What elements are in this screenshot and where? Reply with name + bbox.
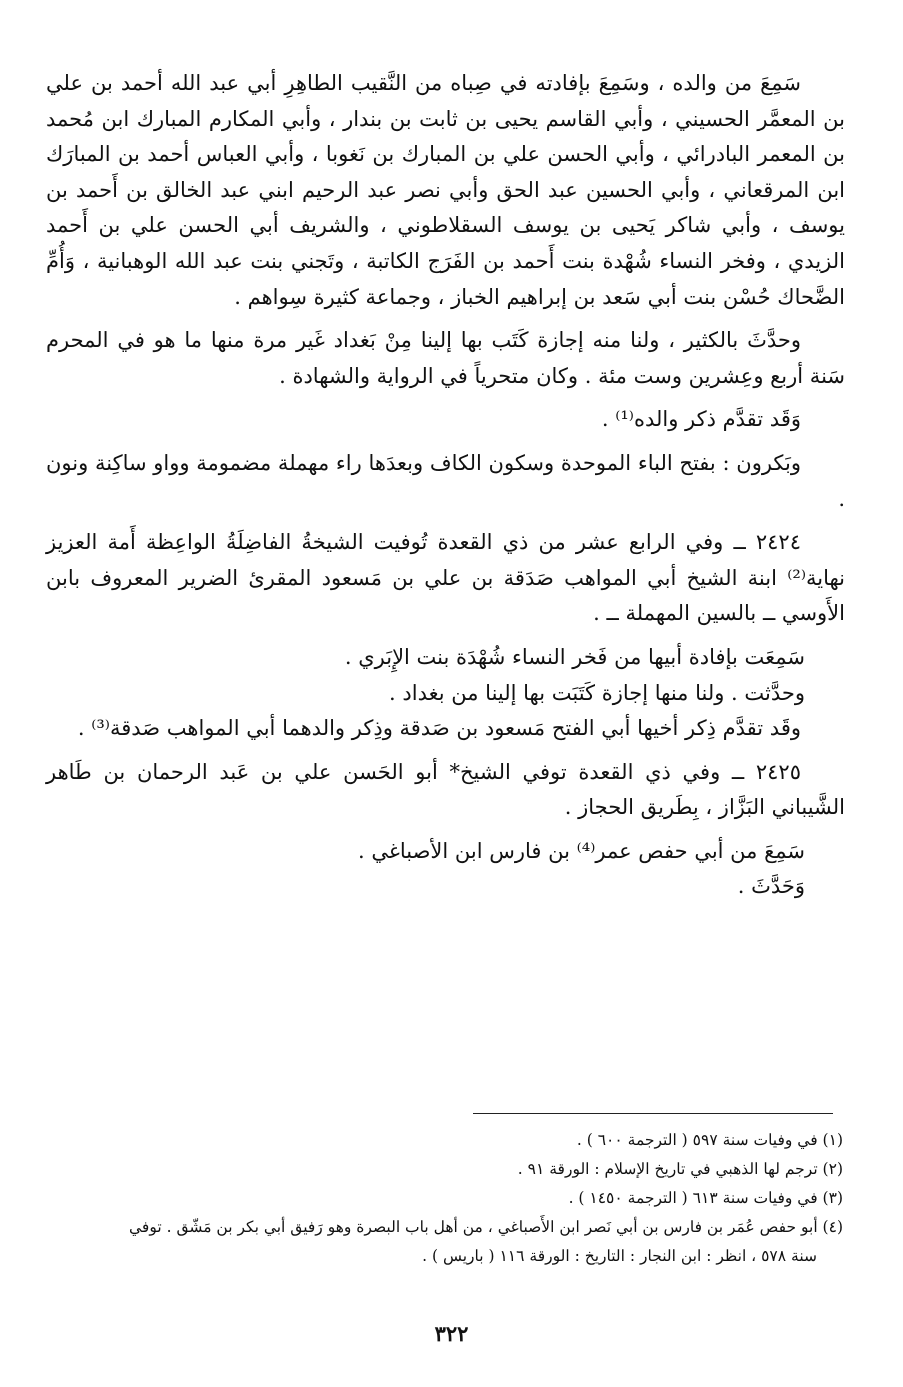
footnote-4: (٤) أبو حفص عُمَر بن فارس بن أبي نَصر ابن الأَصباغي ، من أهل باب البصرة وهو رَفيق أبي بكر بن مَشّق . توفي [129,1218,843,1236]
paragraph-brother-reference: وقَد تقدَّم ذِكر أخيها أبي الفتح مَسعود بن صَدقة وذِكر والدهما أبي المواهب صَدقة⁽³⁾ . [77,716,801,741]
page-number: ٣٢٢ [434,1321,469,1346]
paragraph-narrators: سَمِعَ من والده ، وسَمِعَ بإفادته في صِباه من النَّقيب الطاهِرِ أبي عبد الله أحمد بن علي بن المعمَّر الحسيني ، وأبي القاسم يحيى بن ثابت بن بندار ، وأبي المكارم المبارك ابن مُحمد بن المعمر البادرائي ، وأبي الحسن علي بن المبارك بن نَغوبا ، وأبي العباس أحمد بن المبارَك ابن المرقعاني ، وأبي الحسين عبد الحق وأبي نصر عبد الرحيم ابني عبد الخالق بن أَحمد بن يوسف ، وأبي شاكر يَحيى بن يوسف السقلاطوني ، والشريف أبي الحسن علي بن أَحمد الزيدي ، وفخر النساء شُهْدة بنت أَحمد بن الفَرَج الكاتبة ، وتَجني بنت عبد الله الوهبانية ، وَأُمِّ الضَّحاك حُسْن بنت أبي سَعد بن إبراهيم الخباز ، وجماعة كثيرة سِواهم . [46,71,845,309]
paragraph-heard-from: سَمِعَت بإفادة أبيها من فَخر النساء شُهْدَة بنت الإِبَري . [344,644,805,669]
paragraph-heard-from-abu-hafs: سَمِعَ من أبي حفص عمر⁽⁴⁾ بن فارس ابن الأصباغي . [358,838,805,863]
entry-2425: ٢٤٢٥ ــ وفي ذي القعدة توفي الشيخ* أبو الحَسن علي بن عَبد الرحمان بن طَاهر الشَّيباني البَزَّاز ، بِطَريق الحجاز . [46,759,845,820]
footnote-3: (٣) في وفيات سنة ٦١٣ ( الترجمة ١٤٥٠ ) . [568,1189,843,1207]
footnote-divider [473,1113,833,1114]
footnotes [40,1126,843,1271]
paragraph-hadith-narration: وحدَّثَ بالكثير ، ولنا منه إجازة كَتَب بها إلينا مِنْ بَغداد غَير مرة منها ما هو في المحرم سَنة أربع وعِشرين وست مئة . وكان متحرياً في الرواية والشهادة . [46,328,845,388]
paragraph-narrated: وحدَّثت . ولنا منها إجازة كَتَبَت بها إلينا من بغداد . [389,680,805,705]
paragraph-narrated-short: وَحَدَّثَ . [737,874,805,899]
footnote-4-continued: سنة ٥٧٨ ، انظر : ابن النجار : التاريخ : الورقة ١١٦ ( باريس ) . [422,1247,817,1265]
main-text [46,66,845,905]
paragraph-father-reference: وَقَد تقدَّم ذكر والده⁽¹⁾ . [601,407,801,432]
paragraph-bakrun-spelling: وبَكرون : بفتح الباء الموحدة وسكون الكاف وبعدَها راء مهملة مضمومة وواو ساكِنة ونون . [46,450,845,511]
footnote-2: (٢) ترجم لها الذهبي في تاريخ الإسلام : الورقة ٩١ . [517,1160,843,1178]
entry-2424: ٢٤٢٤ ــ وفي الرابع عشر من ذي القعدة تُوفيت الشيخةُ الفاضِلَةُ الواعِظة أَمة العزيز نهاية⁽²⁾ ابنة الشيخ أبي المواهب صَدَقة بن علي بن مَسعود المقرئ الضرير المعروف بابن الأَوسي ــ بالسين المهملة ــ . [46,530,845,626]
footnote-1: (١) في وفيات سنة ٥٩٧ ( الترجمة ٦٠٠ ) . [576,1131,843,1149]
